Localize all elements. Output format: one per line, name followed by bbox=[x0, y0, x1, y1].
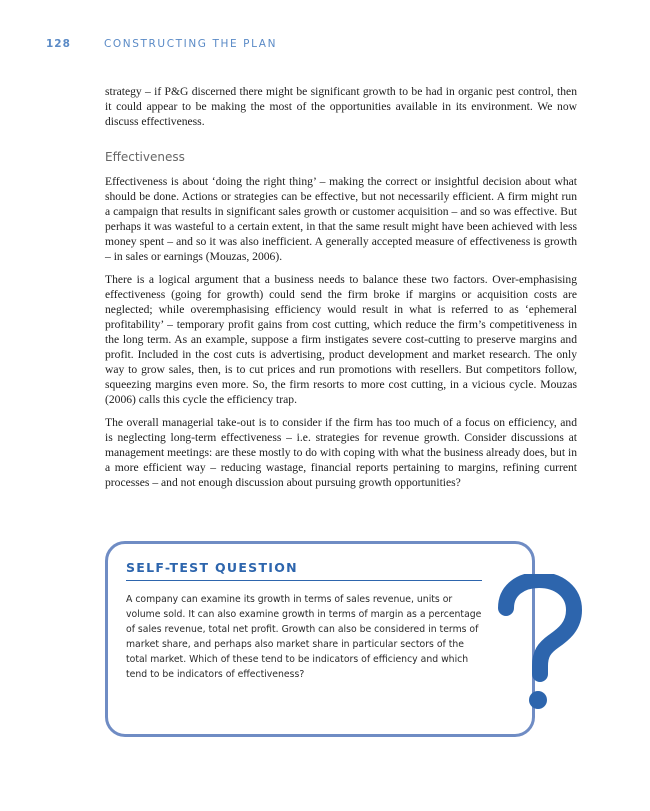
intro-text bbox=[105, 84, 577, 129]
section-heading: Effectiveness bbox=[105, 150, 185, 164]
self-test-question: A company can examine its growth in terms of sales revenue, units or volume sold. It can also examine growth in terms of margin as a percentage of sales revenue, total net profit. Growth can also be considered in terms of market share, and perhaps also market share in particular sectors of the total market. Which of these tend to be indicators of efficiency and which tend to be indicators of effectiveness? bbox=[126, 594, 482, 680]
paragraph-2: There is a logical argument that a business needs to balance these two factors. Over-emphasising effectiveness (going for growth) could send the firm broke if margins or acquisition costs are neglected; while overemphasising efficiency would result in what is referred to as ‘ephemeral profitability’ – temporary profit gains from cost cutting, which reduce the firm’s competitiveness in the long term. As an example, suppose a firm instigates severe cost-cutting to preserve margins and profit. Included in the cost cuts is advertising, product development and market research. The only way to grow sales, then, is to cut prices and run promotions with resellers. But competitors follow, squeezing margins even more. So, the firm resorts to more cost cutting, in a vicious cycle. Mouzas (2006) calls this cycle the efficiency trap. bbox=[105, 273, 577, 406]
paragraph-3: The overall managerial take-out is to consider if the firm has too much of a focus on efficiency, and is neglecting long-term effectiveness – i.e. strategies for revenue growth. Consider discussions at management meetings: are these mostly to do with coping with what the business already does, but in a more efficient way – reducing wastage, financial reports pertaining to margins, refining current processes – and not enough discussion about pursuing growth opportunities? bbox=[105, 416, 577, 489]
running-title: CONSTRUCTING THE PLAN bbox=[104, 38, 278, 50]
intro-paragraph: strategy – if P&G discerned there might be significant growth to be had in organic pest control, then it could appear to be making the most of the opportunities available in its environment. We now discuss effectiveness. bbox=[105, 85, 577, 128]
question-mark-icon bbox=[494, 574, 584, 714]
page-number: 128 bbox=[46, 38, 71, 50]
self-test-box bbox=[105, 541, 535, 737]
self-test-title: SELF-TEST QUESTION bbox=[126, 560, 482, 581]
section-body bbox=[105, 174, 577, 490]
paragraph-1: Effectiveness is about ‘doing the right thing’ – making the correct or insightful decision about what should be done. Actions or strategies can be effective, but not necessarily efficient. A firm might run a campaign that results in significant sales growth or customer acquisition – and so was effective. But perhaps it was wasteful to a certain extent, in that the same result might have been achieved with less money spent – and so it was also inefficient. A generally accepted measure of effectiveness is growth – in sales or earnings (Mouzas, 2006). bbox=[105, 175, 577, 263]
